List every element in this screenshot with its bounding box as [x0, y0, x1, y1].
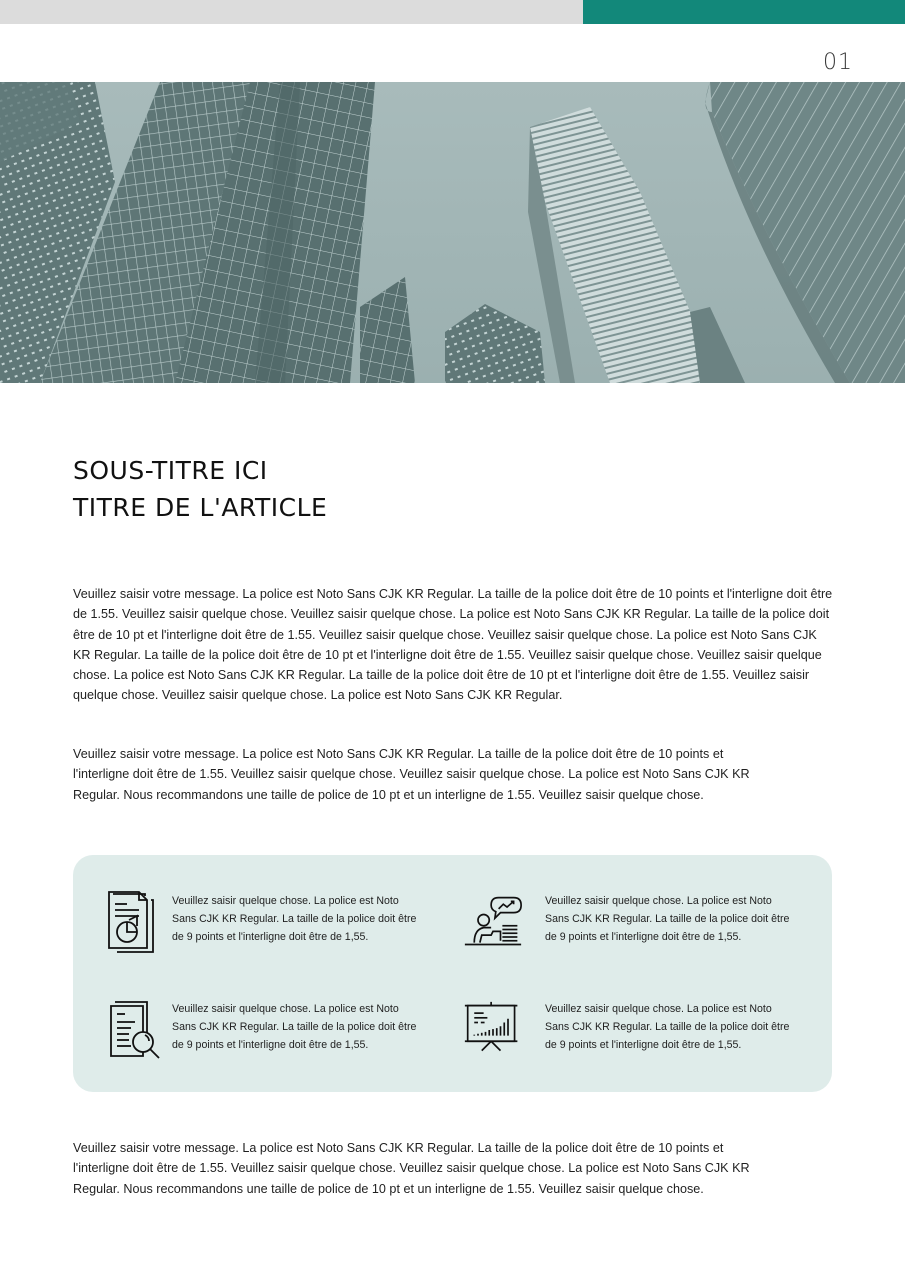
- info-item-presenter: [463, 890, 795, 954]
- article-subtitle: SOUS-TITRE ICI: [73, 456, 268, 485]
- body-paragraph-1: Veuillez saisir votre message. La police est Noto Sans CJK KR Regular. La taille de la police doit être de 10 points et l'interligne doit être de 1.55. Veuillez saisir quelque chose. Veuillez saisir quelque chose. La police est Noto Sans CJK KR Regular. La taille de la police doit être de 10 pt et l'interligne doit être de 1.55. Veuillez saisir quelque chose. Veuillez saisir quelque chose. La police est Noto Sans CJK KR Regular. La taille de la police doit être de 10 pt et l'interligne doit être de 1.55. Veuillez saisir quelque chose. Veuillez saisir quelque chose. La police est Noto Sans CJK KR Regular. La taille de la police doit être de 10 pt et l'interligne doit être de 1.55. Veuillez saisir quelque chose. Veuillez saisir quelque chose. La police est Noto Sans CJK KR Regular.: [73, 587, 833, 703]
- presentation-board-icon: [463, 998, 523, 1062]
- body-paragraph-3: Veuillez saisir votre message. La police est Noto Sans CJK KR Regular. La taille de la police doit être de 10 points et l'interligne doit être de 1.55. Veuillez saisir quelque chose. Veuillez saisir quelque chose. La police est Noto Sans CJK KR Regular. Nous recommandons une taille de police de 10 pt et un interligne de 1.55. Veuillez saisir quelque chose.: [73, 1141, 750, 1196]
- article-title: TITRE DE L'ARTICLE: [73, 493, 328, 522]
- info-item-text: Veuillez saisir quelque chose. La police est Noto Sans CJK KR Regular. La taille de la police doit être de 9 points et l'interligne doit être de 1,55.: [545, 1003, 790, 1051]
- info-item-search-doc: [105, 998, 422, 1062]
- header-bar-accent: [583, 0, 905, 24]
- body-paragraph-2: Veuillez saisir votre message. La police est Noto Sans CJK KR Regular. La taille de la police doit être de 10 points et l'interligne doit être de 1.55. Veuillez saisir quelque chose. Veuillez saisir quelque chose. La police est Noto Sans CJK KR Regular. Nous recommandons une taille de police de 10 pt et un interligne de 1.55. Veuillez saisir quelque chose.: [73, 747, 750, 802]
- presenter-growth-icon: [463, 890, 523, 954]
- info-item-report: [105, 890, 422, 954]
- info-item-text: Veuillez saisir quelque chose. La police est Noto Sans CJK KR Regular. La taille de la police doit être de 9 points et l'interligne doit être de 1,55.: [172, 895, 417, 943]
- hero-image: [0, 82, 905, 383]
- info-item-text: Veuillez saisir quelque chose. La police est Noto Sans CJK KR Regular. La taille de la police doit être de 9 points et l'interligne doit être de 1,55.: [545, 895, 790, 943]
- info-item-presentation: [463, 998, 795, 1062]
- header-bar-gray: [0, 0, 583, 24]
- info-box: [73, 855, 832, 1092]
- article-heading: [73, 452, 327, 526]
- page-number: 01: [823, 50, 853, 75]
- report-pie-chart-icon: [105, 890, 165, 954]
- document-search-icon: [105, 998, 165, 1062]
- info-item-text: Veuillez saisir quelque chose. La police est Noto Sans CJK KR Regular. La taille de la police doit être de 9 points et l'interligne doit être de 1,55.: [172, 1003, 417, 1051]
